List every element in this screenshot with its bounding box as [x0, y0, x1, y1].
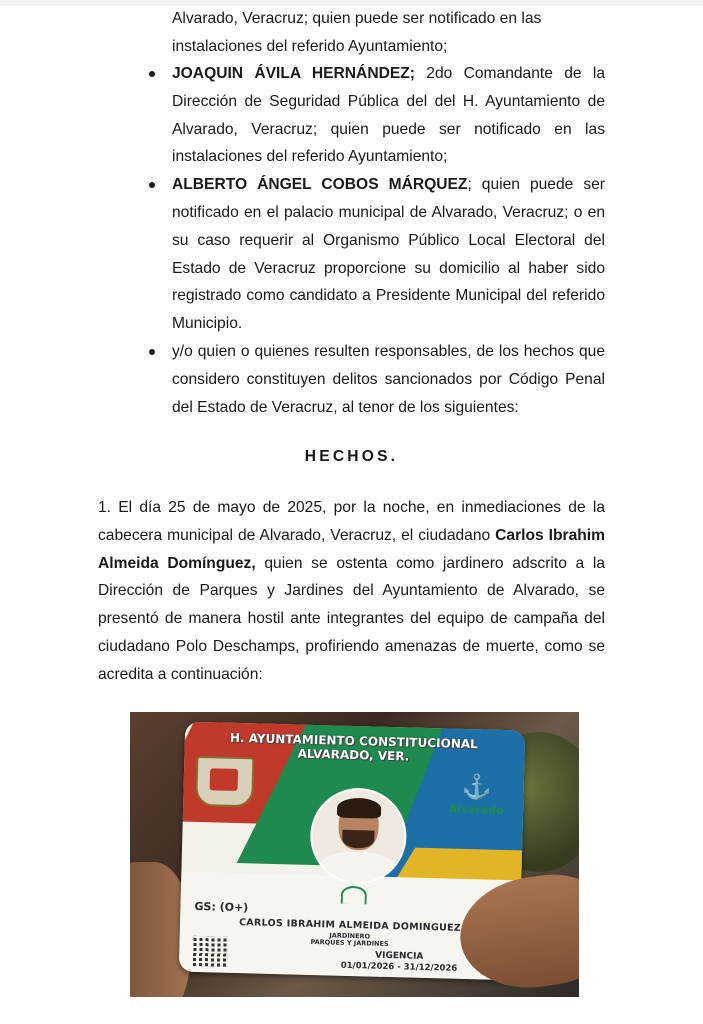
portrait-hair: [337, 798, 382, 819]
list-item: [146, 171, 605, 338]
list-item: [146, 60, 605, 171]
respondent-name: JOAQUIN ÁVILA HERNÁNDEZ;: [172, 65, 415, 82]
intro-continuation: [172, 5, 605, 61]
card-title-line-1: H. AYUNTAMIENTO CONSTITUCIONAL: [229, 730, 478, 752]
small-emblem-icon: [341, 886, 367, 905]
respondent-list: [146, 60, 605, 421]
shield-icon: [195, 756, 254, 808]
bullet-icon: [149, 182, 155, 188]
fact-text-start: 1. El día 25 de mayo de 2025, por la noche, en inmediaciones de la cabecera municipal de Alvarado, Veracruz, el ciudadano: [98, 499, 605, 544]
blood-type: GS: (O+): [194, 899, 249, 915]
municipality-logo-text: Alvarado: [448, 802, 504, 817]
anchor-icon: ⚓: [461, 773, 492, 802]
list-item: [146, 338, 605, 421]
card-full-name: CARLOS IBRAHIM ALMEIDA DOMINGUEZ: [238, 917, 462, 934]
respondent-details: y/o quien o quienes resulten responsables, de los hechos que considero constituyen delitos sancionados por Código Penal del Estado de Veracruz, al tenor de los siguientes:: [172, 342, 605, 416]
fact-person-name: Carlos Ibrahim Almeida Domínguez,: [98, 526, 605, 572]
intro-line-2: instalaciones del referido Ayuntamiento;: [172, 37, 448, 55]
validity-label: VIGENCIA: [374, 950, 424, 962]
fact-paragraph: [98, 494, 605, 689]
card-role: JARDINERO: [329, 931, 371, 941]
portrait-shirt: [319, 851, 396, 885]
bullet-icon: [149, 71, 155, 77]
fact-text-end: quien se ostenta como jardinero adscrito a la Dirección de Parques y Jardines del Ayuntamiento de Alvarado, se presentó de manera hostil ante integrantes del equipo de campaña del ciudadano Polo Deschamps, profiriendo amenazas de muerte, como se acredita a continuación:: [98, 554, 606, 683]
card-title-line-2: ALVARADO, VER.: [297, 746, 410, 764]
intro-line-1: Alvarado, Veracruz; quien puede ser notificado en las: [172, 10, 542, 27]
card-department: PARQUES Y JARDINES: [310, 937, 389, 948]
respondent-name: ALBERTO ÁNGEL COBOS MÁRQUEZ: [172, 176, 468, 194]
bullet-icon: [149, 349, 155, 355]
respondent-details: ; quien puede ser notificado en el palacio municipal de Alvarado, Veracruz; o en su caso requerir al Organismo Público Local Electoral del Estado de Veracruz proporcione su domicilio al haber sido registrado como candidato a Presidente Municipal del referido Municipio.: [172, 176, 605, 333]
qr-code-icon: [193, 936, 228, 967]
section-heading: HECHOS.: [304, 448, 399, 465]
id-card-photo: [130, 712, 579, 997]
validity-dates: 01/01/2026 - 31/12/2026: [340, 960, 458, 974]
respondent-details: 2do Comandante de la Dirección de Seguridad Pública del del H. Ayuntamiento de Alvarado, Veracruz; quien puede ser notificado en las instalaciones del referido Ayuntamiento;: [172, 65, 605, 166]
